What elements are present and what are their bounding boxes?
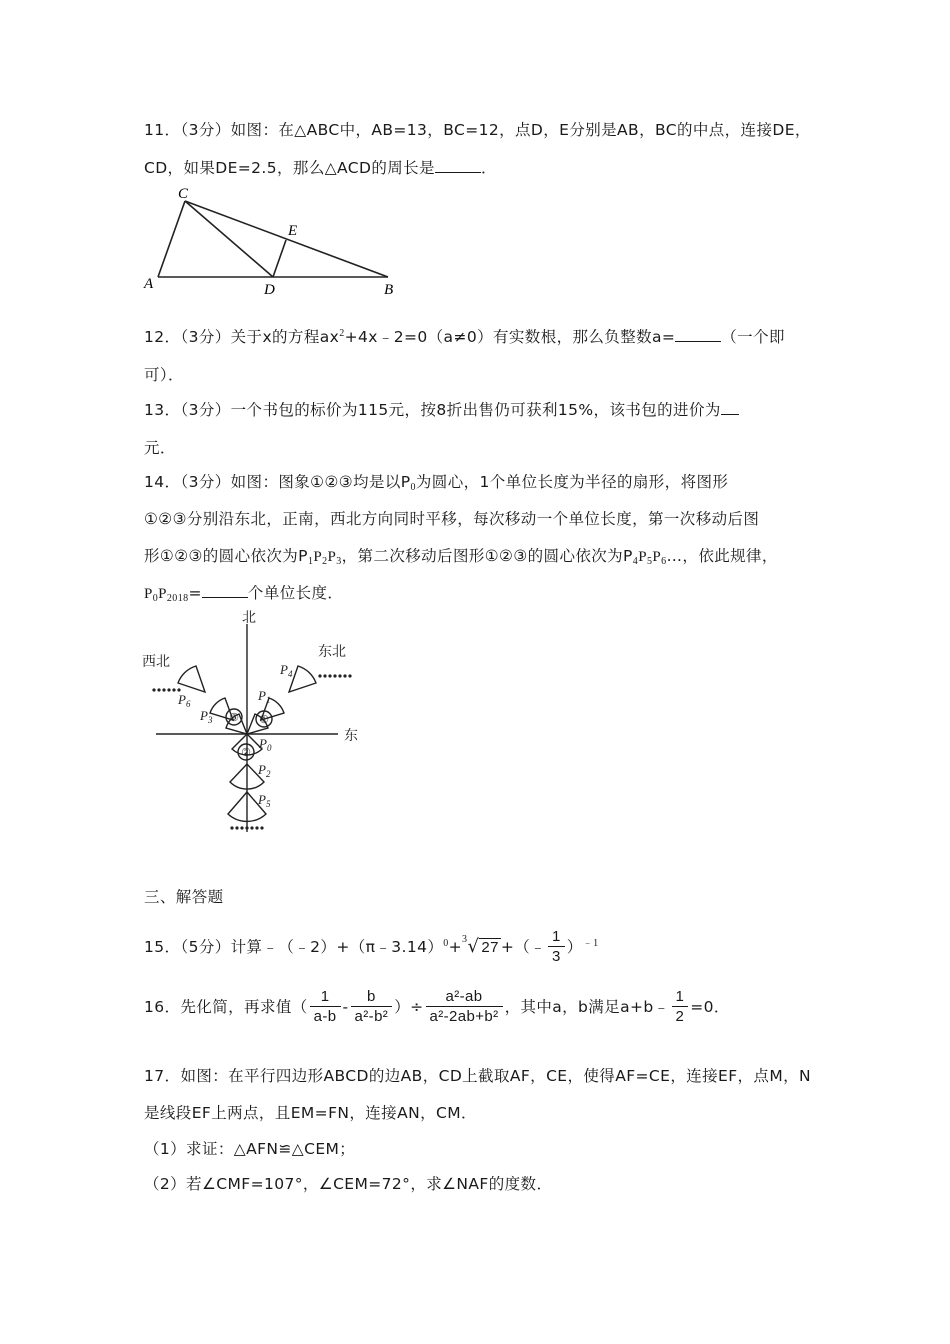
q15-cuberoot: $^3$√ 27 — [462, 934, 499, 957]
q16-text: 先化简，再求值（ — [180, 998, 308, 1016]
q11-text2: CD，如果DE=2.5，那么△ACD的周长是 — [144, 159, 435, 177]
q14-score: （3分） — [180, 473, 231, 491]
q16-f1-num: 1 — [310, 988, 341, 1007]
q14-sub-2: 2 — [322, 556, 328, 567]
q14-text2: ①②③分别沿东北，正南，西北方向同时平移，每次移动一个单位长度，第一次移动后图 — [144, 510, 760, 528]
q15-frac-num: 1 — [548, 928, 565, 947]
q17-line1 — [144, 1064, 811, 1086]
label-east: 东 — [344, 728, 358, 744]
q15-root-index: 3 — [462, 934, 468, 945]
q16-condition: ，其中a，b满足a+b﹣ — [504, 998, 670, 1016]
q15-number: 15． — [144, 938, 181, 956]
q14-text3b: ，第二次移动后图形①②③的圆心依次为P — [341, 547, 633, 565]
label-circle-1: ① — [259, 714, 269, 726]
q14-sub-6: 6 — [661, 556, 667, 567]
q12-number: 12． — [144, 328, 181, 346]
q14-line3: 形①②③的圆心依次为$P_1P_2P_3$，第二次移动后图形①②③的圆心依次为$P_4P_5P_6\dots$，依此规律， — [144, 547, 778, 567]
q14-p0: P — [144, 586, 153, 602]
label-B: B — [384, 282, 394, 298]
q16-frac2 — [351, 988, 393, 1027]
q15-plus2: +（﹣ — [500, 938, 547, 956]
q14-text1a: 如图：图象①②③均是以P — [230, 473, 411, 491]
q13-score: （3分） — [180, 401, 231, 419]
q16-f2-num: b — [351, 988, 393, 1007]
q16-frac4 — [672, 988, 689, 1027]
q11-triangle-figure — [140, 184, 410, 299]
q17-part2: （2）若∠CMF=107°，∠CEM=72°，求∠NAF的度数． — [144, 1175, 553, 1193]
q12-answer-blank — [675, 327, 721, 342]
q17-text1: 如图：在平行四边形ABCD的边AB，CD上截取AF，CE，使得AF=CE，连接EF，点M，N — [180, 1067, 811, 1085]
q16-f2-den: a²-b² — [354, 1008, 389, 1025]
label-P6: $P_6$ — [178, 692, 191, 709]
q16-f4-num: 1 — [672, 988, 689, 1007]
q15-exp-neg: ﹣1 — [582, 938, 599, 949]
q15-exp0: 0 — [443, 938, 449, 949]
q16-minus: - — [342, 998, 349, 1016]
q14-sub-3: 3 — [336, 556, 342, 567]
q14-sub-5: 5 — [646, 556, 653, 567]
q16-frac1 — [310, 988, 341, 1027]
q11-text2-end: ． — [480, 159, 497, 177]
q16-end: =0． — [690, 998, 730, 1016]
q14-answer-blank — [202, 583, 248, 598]
q16-f3-num: a²-ab — [426, 988, 503, 1007]
q15-fraction — [548, 928, 565, 967]
q16-line — [144, 988, 730, 1027]
label-P2: $P_2$ — [258, 762, 271, 779]
q13-text2: 元． — [144, 439, 176, 457]
q14-text4: 个单位长度． — [247, 584, 344, 602]
q12-line2 — [144, 363, 184, 385]
q14-number: 14． — [144, 473, 181, 491]
q15-text: 计算﹣（﹣2）+（π﹣3.14） — [230, 938, 444, 956]
q16-close-div: ）÷ — [394, 998, 424, 1016]
q12-exponent: 2 — [339, 328, 345, 339]
q12-text-pre: 关于x的方程ax — [230, 328, 340, 346]
q14-text3c: …，依此规律， — [666, 547, 778, 565]
q12-score: （3分） — [180, 328, 231, 346]
q17-number: 17． — [144, 1067, 181, 1085]
q16-f3-den: a²-2ab+b² — [429, 1008, 499, 1025]
q16-f4-den: 2 — [675, 1008, 685, 1025]
label-north: 北 — [242, 610, 256, 626]
label-northwest: 西北 — [142, 654, 170, 670]
q16-frac3 — [426, 988, 503, 1027]
q11-line2 — [144, 156, 497, 178]
q11-text1: 如图：在△ABC中，AB=13，BC=12，点D，E分别是AB，BC的中点，连接DE， — [230, 121, 811, 139]
q15-line — [144, 928, 598, 967]
q15-close: ） — [566, 938, 583, 956]
label-P1: $P_1$ — [258, 688, 271, 705]
q12-text2: 可）． — [144, 366, 184, 384]
q12-text-tail: （一个即 — [721, 328, 785, 346]
q16-f1-den: a-b — [313, 1008, 337, 1025]
q12-line1 — [144, 325, 785, 347]
label-A: A — [144, 276, 154, 292]
q11-number: 11． — [144, 121, 181, 139]
label-C: C — [178, 186, 189, 202]
q14-line4 — [144, 581, 343, 604]
q15-radicand: 27 — [481, 939, 499, 956]
q14-sub-4: 4 — [632, 556, 639, 567]
label-P0: $P_0$ — [259, 736, 272, 753]
q14-sub-0: 0 — [410, 482, 416, 493]
q13-number: 13． — [144, 401, 181, 419]
q13-line2 — [144, 436, 176, 458]
q14-p0-sub: 0 — [152, 593, 159, 604]
q13-line1 — [144, 398, 739, 420]
q14-sub-1: 1 — [307, 556, 314, 567]
label-P3: $P_3$ — [200, 708, 213, 725]
label-P5: $P_5$ — [258, 792, 271, 809]
q13-answer-blank — [721, 400, 739, 415]
q15-plus: + — [448, 938, 463, 956]
q14-p2018: P — [158, 586, 167, 602]
q14-p2018-sub: 2018 — [166, 593, 189, 604]
q14-text1b: 为圆心，1个单位长度为半径的扇形，将图形 — [415, 473, 729, 491]
section-3-heading: 三、解答题 — [144, 888, 224, 906]
q14-equals: = — [188, 584, 202, 602]
label-P4: $P_4$ — [280, 662, 293, 679]
q11-line1 — [144, 118, 811, 140]
q14-line2 — [144, 507, 759, 529]
q11-score: （3分） — [180, 121, 231, 139]
q16-number: 16． — [144, 998, 181, 1016]
q13-text1: 一个书包的标价为115元，按8折出售仍可获利15%，该书包的进价为 — [230, 401, 721, 419]
label-circle-2: ② — [241, 747, 251, 759]
label-D: D — [264, 282, 275, 298]
label-circle-3: ③ — [229, 712, 239, 724]
q14-text3a: 形①②③的圆心依次为P — [144, 547, 308, 565]
q15-score: （5分） — [180, 938, 231, 956]
label-northeast: 东北 — [318, 644, 346, 660]
q14-line1 — [144, 470, 728, 493]
q17-part1: （1）求证：△AFN≌△CEM； — [144, 1140, 356, 1158]
q17-line2: 是线段EF上两点，且EM=FN，连接AN，CM． — [144, 1104, 477, 1122]
q11-answer-blank — [435, 158, 481, 173]
label-E: E — [288, 223, 298, 239]
q14-compass-figure — [140, 606, 370, 842]
q12-text-post: +4x﹣2=0（a≠0）有实数根，那么负整数a= — [344, 328, 676, 346]
q15-frac-den: 3 — [552, 948, 561, 965]
